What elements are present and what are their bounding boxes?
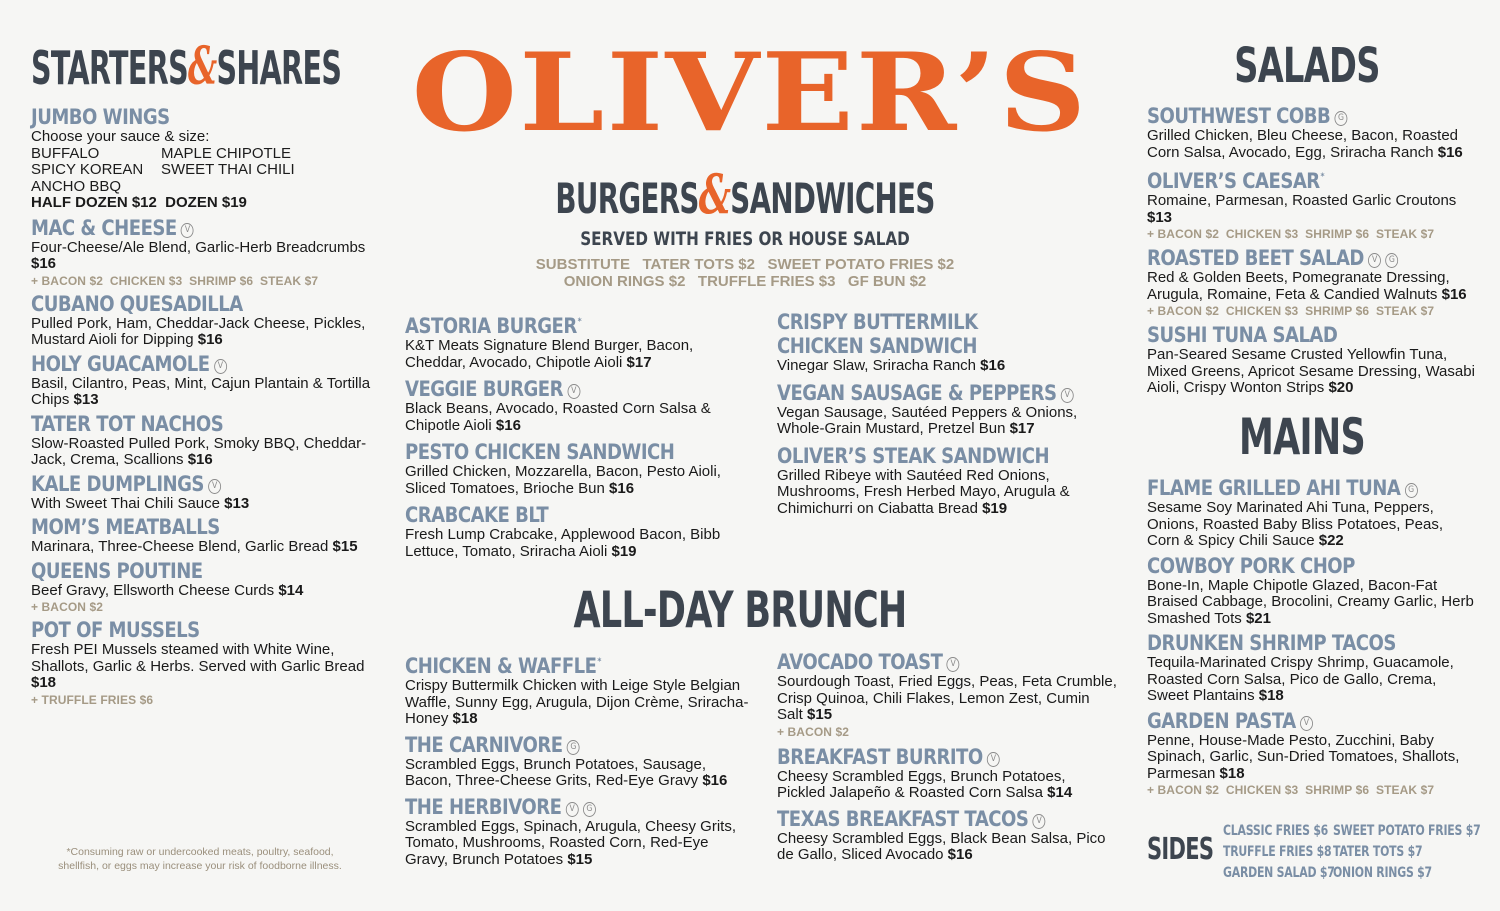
description-text: Marinara, Three-Cheese Blend, Garlic Bread (31, 538, 333, 555)
item-title-text: FLAME GRILLED AHI TUNA (1147, 476, 1401, 500)
item-description (405, 401, 755, 434)
item-description (31, 240, 376, 273)
item-price: $15 (567, 850, 593, 868)
description-text: Basil, Cilantro, Peas, Mint, Cajun Plantain & Tortilla Chips (31, 374, 371, 408)
menu-item (1147, 476, 1477, 550)
item-title (1147, 323, 1431, 347)
menu-item (405, 503, 755, 560)
vegetarian-icon: V (567, 384, 580, 399)
menu-item (405, 733, 755, 790)
item-title (31, 412, 328, 436)
item-description (777, 358, 1117, 375)
item-price: $16 (495, 416, 521, 434)
item-title-text: ASTORIA BURGER (405, 314, 577, 338)
item-price: $16 (1441, 285, 1467, 303)
item-addons: + TRUFFLE FRIES $6 (31, 692, 154, 707)
description-text: Red & Golden Beets, Pomegranate Dressing, Arugula, Romaine, Feta & Candied Walnuts (1147, 269, 1450, 303)
menu-item (777, 310, 1117, 375)
item-title-text: POT OF MUSSELS (31, 618, 200, 642)
item-price: $18 (31, 674, 57, 691)
item-addons: + BACON $2 CHICKEN $3 SHRIMP $6 STEAK $7 (1147, 227, 1435, 241)
item-title-text: CHICKEN & WAFFLE (405, 654, 597, 678)
item-title (777, 381, 1069, 405)
item-description (31, 436, 376, 469)
item-title (31, 472, 328, 496)
item-price: $16 (187, 451, 213, 468)
item-title-text: GARDEN PASTA (1147, 708, 1296, 733)
item-title (31, 216, 328, 240)
raw-food-disclaimer: *Consuming raw or undercooked meats, poultry, seafood, shellfish, or eggs may increase your risk of foodborne illness. (58, 846, 342, 872)
sides-list (1223, 822, 1483, 882)
menu-item-jumbo-wings (31, 105, 376, 212)
menu-item (1147, 631, 1477, 705)
burgers-right-column (777, 310, 1117, 523)
side-item: TRUFFLE FRIES $8 (1223, 844, 1332, 860)
item-description (777, 831, 1117, 864)
menu-item (405, 650, 755, 728)
item-price: $14 (1047, 784, 1073, 801)
item-price: $22 (1318, 532, 1344, 549)
menu-item (405, 795, 755, 869)
starters-column (31, 36, 376, 872)
vegetarian-icon: V (1300, 716, 1313, 731)
item-description (405, 527, 755, 560)
menu-item (405, 310, 755, 371)
menu-item (1147, 104, 1477, 161)
item-description (31, 583, 376, 600)
item-title (31, 292, 328, 316)
menu-item (405, 440, 755, 497)
substitute-line-1: SUBSTITUTE TATER TOTS $2 SWEET POTATO FRIES $2 (535, 256, 955, 273)
burgers-header (440, 162, 1050, 290)
description-text: Penne, House-Made Pesto, Zucchini, Baby Spinach, Garlic, Sun-Dried Tomatoes, Shallots, Parmesan (1147, 731, 1460, 782)
description-text: Vegan Sausage, Sautéed Peppers & Onions, Whole-Grain Mustard, Pretzel Bun (777, 403, 1078, 437)
item-description (31, 496, 376, 513)
vegetarian-icon: V (566, 802, 579, 817)
item-price: $16 (31, 255, 57, 272)
vegetarian-icon: V (1368, 253, 1381, 268)
burgers-subheading: SERVED WITH FRIES OR HOUSE SALAD (580, 228, 910, 250)
menu-item (31, 472, 376, 513)
item-title-line-2: CHICKEN SANDWICH (777, 334, 977, 358)
vegetarian-icon: V (987, 752, 1000, 767)
wings-sizes: HALF DOZEN $12 DOZEN $19 (31, 194, 247, 211)
description-text: Vinegar Slaw, Sriracha Ranch (777, 357, 981, 374)
side-item: CLASSIC FRIES $6 (1223, 823, 1329, 839)
starters-list (31, 216, 376, 708)
menu-item (777, 444, 1117, 518)
item-title (405, 733, 706, 757)
item-price: $13 (1147, 208, 1173, 226)
item-title-text: THE HERBIVORE (405, 794, 562, 819)
menu-item (1147, 323, 1477, 397)
description-text: Fresh PEI Mussels steamed with White Wine, Shallots, Garlic & Herbs. Served with Garlic Bread (31, 641, 365, 675)
item-title (777, 807, 1069, 831)
starters-heading: STARTERS&SHARES (31, 36, 342, 97)
item-description (31, 642, 376, 692)
item-title (777, 650, 1069, 674)
item-description (1147, 655, 1477, 705)
item-title (31, 618, 328, 642)
menu-item (31, 618, 376, 708)
item-title-text: VEGGIE BURGER (405, 377, 564, 401)
description-text: Crispy Buttermilk Chicken with Leige Style Belgian Waffle, Sunny Egg, Arugula, Dijon Crème, Sriracha-Honey (405, 677, 749, 727)
item-addons: + BACON $2 CHICKEN $3 SHRIMP $6 STEAK $7 (31, 273, 319, 288)
item-price: $15 (332, 538, 358, 555)
item-description (31, 539, 376, 556)
item-title-text: COWBOY PORK CHOP (1147, 553, 1355, 578)
item-price: $16 (1437, 143, 1463, 161)
item-title-text: AVOCADO TOAST (777, 650, 943, 674)
item-title-text: CRISPY BUTTERMILK (777, 310, 978, 334)
item-title-text: PESTO CHICKEN SANDWICH (405, 440, 675, 464)
item-description (1147, 270, 1477, 303)
menu-item (1147, 246, 1477, 319)
description-text: Scrambled Eggs, Spinach, Arugula, Cheesy Grits, Tomato, Mushrooms, Roasted Corn, Red-Eye Gravy, Brunch Potatoes (405, 817, 736, 868)
menu-item (1147, 554, 1477, 628)
item-title-text: VEGAN SAUSAGE & PEPPERS (777, 380, 1057, 405)
item-title: JUMBO WINGS (31, 105, 170, 129)
brunch-left-column (405, 650, 755, 873)
sides-heading: SIDES (1147, 832, 1214, 867)
item-title-text: SOUTHWEST COBB (1147, 104, 1331, 128)
brunch-heading: ALL-DAY BRUNCH (573, 581, 907, 639)
item-title-text: SUSHI TUNA SALAD (1147, 323, 1338, 347)
item-title (405, 650, 706, 678)
item-price: $16 (947, 846, 973, 863)
wings-sauce-list: BUFFALO MAPLE CHIPOTLE SPICY KOREAN SWEET THAI CHILI ANCHO BBQ (31, 144, 295, 195)
item-addons: + BACON $2 (31, 600, 104, 614)
vegetarian-icon: V (214, 359, 227, 374)
item-title (1147, 246, 1431, 270)
menu-item (777, 807, 1117, 864)
mains-heading: MAINS (1239, 408, 1365, 466)
item-price: $18 (1219, 764, 1245, 782)
menu-item (405, 377, 755, 434)
description-text: Tequila-Marinated Crispy Shrimp, Guacamole, Roasted Corn Salsa, Pico de Gallo, Crema, Sweet Plantains (1147, 654, 1454, 704)
menu-item (31, 559, 376, 616)
item-description (1147, 193, 1477, 226)
description-text: Grilled Chicken, Bleu Cheese, Bacon, Roasted Corn Salsa, Avocado, Egg, Sriracha Ranch (1147, 127, 1459, 161)
item-title (1147, 476, 1431, 500)
item-price: $13 (73, 391, 99, 408)
burgers-left-column (405, 310, 755, 566)
item-price: $14 (278, 581, 304, 599)
vegetarian-icon: V (181, 223, 194, 238)
item-title-text: ROASTED BEET SALAD (1147, 246, 1364, 270)
item-description (405, 819, 755, 869)
item-title-text: CRABCAKE BLT (405, 503, 549, 527)
item-title (1147, 165, 1431, 193)
item-title-text: MOM’S MEATBALLS (31, 515, 220, 539)
item-description (777, 468, 1117, 518)
gluten-free-icon: G (583, 802, 596, 817)
item-title-text: MAC & CHEESE (31, 215, 177, 240)
item-title-text: KALE DUMPLINGS (31, 471, 204, 496)
item-description (405, 757, 755, 790)
mains-list (1147, 476, 1477, 802)
burgers-heading: BURGERS&SANDWICHES (555, 162, 935, 226)
brand-logo: OLIVER’S (411, 30, 1089, 156)
gluten-free-icon: G (1335, 111, 1348, 126)
item-price: $19 (982, 499, 1008, 517)
asterisk-mark: * (577, 317, 582, 327)
description-text: Cheesy Scrambled Eggs, Brunch Potatoes, Pickled Jalapeño & Roasted Corn Salsa (777, 767, 1066, 801)
item-title (777, 745, 1069, 769)
menu-item (1147, 165, 1477, 242)
item-title (777, 310, 1069, 334)
item-title-text: TEXAS BREAKFAST TACOS (777, 806, 1029, 831)
item-title (1147, 554, 1431, 578)
menu-item (31, 515, 376, 556)
description-text: Cheesy Scrambled Eggs, Black Bean Salsa, Pico de Gallo, Sliced Avocado (777, 829, 1106, 863)
description-text: Bone-In, Maple Chipotle Glazed, Bacon-Fat Braised Cabbage, Brocolini, Creamy Garlic, Herb Smashed Tots (1147, 576, 1474, 627)
gluten-free-icon: G (1385, 253, 1398, 268)
item-description (1147, 500, 1477, 550)
item-price: $18 (452, 710, 478, 727)
item-price: $15 (807, 706, 833, 723)
description-text: Sesame Soy Marinated Ahi Tuna, Peppers, Onions, Roasted Baby Bliss Potatoes, Peas, Corn & Spicy Chili Sauce (1147, 499, 1443, 549)
item-price: $18 (1258, 687, 1284, 704)
vegetarian-icon: V (947, 657, 960, 672)
item-title (405, 795, 706, 819)
item-title-text: TATER TOT NACHOS (31, 411, 224, 436)
item-description (777, 769, 1117, 802)
menu-item (31, 216, 376, 289)
item-price: $17 (1009, 420, 1035, 437)
description-text: Pulled Pork, Ham, Cheddar-Jack Cheese, Pickles, Mustard Aioli for Dipping (31, 314, 366, 348)
item-description (1147, 578, 1477, 628)
vegetarian-icon: V (1061, 388, 1074, 403)
item-title-text: OLIVER’S STEAK SANDWICH (777, 443, 1050, 468)
menu-item (777, 745, 1117, 802)
item-title-text: DRUNKEN SHRIMP TACOS (1147, 631, 1396, 655)
item-addons: + BACON $2 (777, 724, 850, 739)
description-text: K&T Meats Signature Blend Burger, Bacon, Cheddar, Avocado, Chipotle Aioli (405, 337, 694, 371)
vegetarian-icon: V (208, 479, 221, 494)
description-text: Sourdough Toast, Fried Eggs, Peas, Feta Crumble, Crisp Quinoa, Chili Flakes, Lemon Zest, Cumin Salt (777, 673, 1117, 723)
item-price: $13 (224, 494, 250, 512)
menu-item (31, 412, 376, 469)
side-item: GARDEN SALAD $7 (1223, 865, 1335, 881)
item-title (1147, 631, 1431, 655)
item-title-text: OLIVER’S CAESAR (1147, 169, 1320, 193)
description-text: Grilled Ribeye with Sautéed Red Onions, Mushrooms, Fresh Herbed Mayo, Arugula & Chimichurri on Ciabatta Bread (777, 466, 1070, 517)
item-description (777, 674, 1117, 724)
menu-item (1147, 709, 1477, 799)
substitute-line-2: ONION RINGS $2 TRUFFLE FRIES $3 GF BUN $2 (563, 273, 927, 290)
salads-list (1147, 104, 1477, 401)
side-item: SWEET POTATO FRIES $7 (1333, 823, 1481, 839)
description-text: Romaine, Parmesan, Roasted Garlic Croutons (1147, 192, 1457, 209)
item-title (31, 559, 328, 583)
item-description (405, 678, 755, 728)
item-description (31, 316, 376, 349)
asterisk-mark: * (597, 657, 601, 667)
item-price: $21 (1245, 609, 1271, 627)
menu-item (777, 650, 1117, 740)
item-addons: + BACON $2 CHICKEN $3 SHRIMP $6 STEAK $7 (1147, 304, 1435, 318)
gluten-free-icon: G (567, 740, 580, 755)
description-text: With Sweet Thai Chili Sauce (31, 494, 225, 512)
gluten-free-icon: G (1405, 483, 1418, 498)
item-title (31, 352, 328, 376)
item-price: $19 (611, 542, 637, 560)
description-text: Scrambled Eggs, Brunch Potatoes, Sausage, Bacon, Three-Cheese Grits, Red-Eye Gravy (405, 755, 707, 789)
description-text: Pan-Seared Sesame Crusted Yellowfin Tuna, Mixed Greens, Apricot Sesame Dressing, Wasabi Aioli, Crispy Wonton Strips (1147, 346, 1475, 396)
item-description (1147, 128, 1477, 161)
side-item: TATER TOTS $7 (1333, 844, 1423, 860)
item-title (31, 515, 328, 539)
wings-intro: Choose your sauce & size: (31, 128, 210, 145)
item-description (405, 338, 755, 371)
salads-heading: SALADS (1234, 38, 1380, 94)
item-price: $16 (197, 331, 223, 348)
item-title (1147, 709, 1431, 733)
item-price: $20 (1328, 379, 1354, 396)
description-text: Slow-Roasted Pulled Pork, Smoky BBQ, Cheddar-Jack, Crema, Scallions (31, 434, 367, 468)
item-title (405, 503, 706, 527)
description-text: Grilled Chicken, Mozzarella, Bacon, Pesto Aioli, Sliced Tomatoes, Brioche Bun (405, 463, 721, 497)
menu-item (31, 292, 376, 349)
item-price: $16 (702, 772, 728, 789)
item-title (405, 377, 706, 401)
item-price: $17 (626, 353, 652, 371)
menu-item (777, 381, 1117, 438)
item-title (777, 444, 1069, 468)
item-title (405, 440, 706, 464)
vegetarian-icon: V (1033, 814, 1046, 829)
item-description (31, 376, 376, 409)
asterisk-mark: * (1320, 172, 1325, 182)
brunch-right-column (777, 650, 1117, 869)
item-description (777, 405, 1117, 438)
description-text: Black Beans, Avocado, Roasted Corn Salsa & Chipotle Aioli (405, 400, 711, 434)
item-description (1147, 347, 1477, 397)
item-description (405, 464, 755, 497)
item-title-text: THE CARNIVORE (405, 732, 563, 757)
item-addons: + BACON $2 CHICKEN $3 SHRIMP $6 STEAK $7 (1147, 783, 1435, 797)
menu-item (31, 352, 376, 409)
item-title-text: CUBANO QUESADILLA (31, 291, 243, 316)
item-title (1147, 104, 1431, 128)
description-text: Four-Cheese/Ale Blend, Garlic-Herb Breadcrumbs (31, 238, 366, 256)
item-title-text: HOLY GUACAMOLE (31, 351, 210, 376)
item-title-text: QUEENS POUTINE (31, 558, 203, 583)
description-text: Fresh Lump Crabcake, Applewood Bacon, Bibb Lettuce, Tomato, Sriracha Aioli (405, 526, 721, 560)
item-title (405, 310, 706, 338)
item-price: $16 (980, 357, 1006, 374)
item-title-text: BREAKFAST BURRITO (777, 744, 983, 769)
item-description (1147, 733, 1477, 783)
side-item: ONION RINGS $7 (1333, 865, 1432, 881)
description-text: Beef Gravy, Ellsworth Cheese Curds (31, 581, 279, 599)
item-price: $16 (609, 479, 635, 497)
